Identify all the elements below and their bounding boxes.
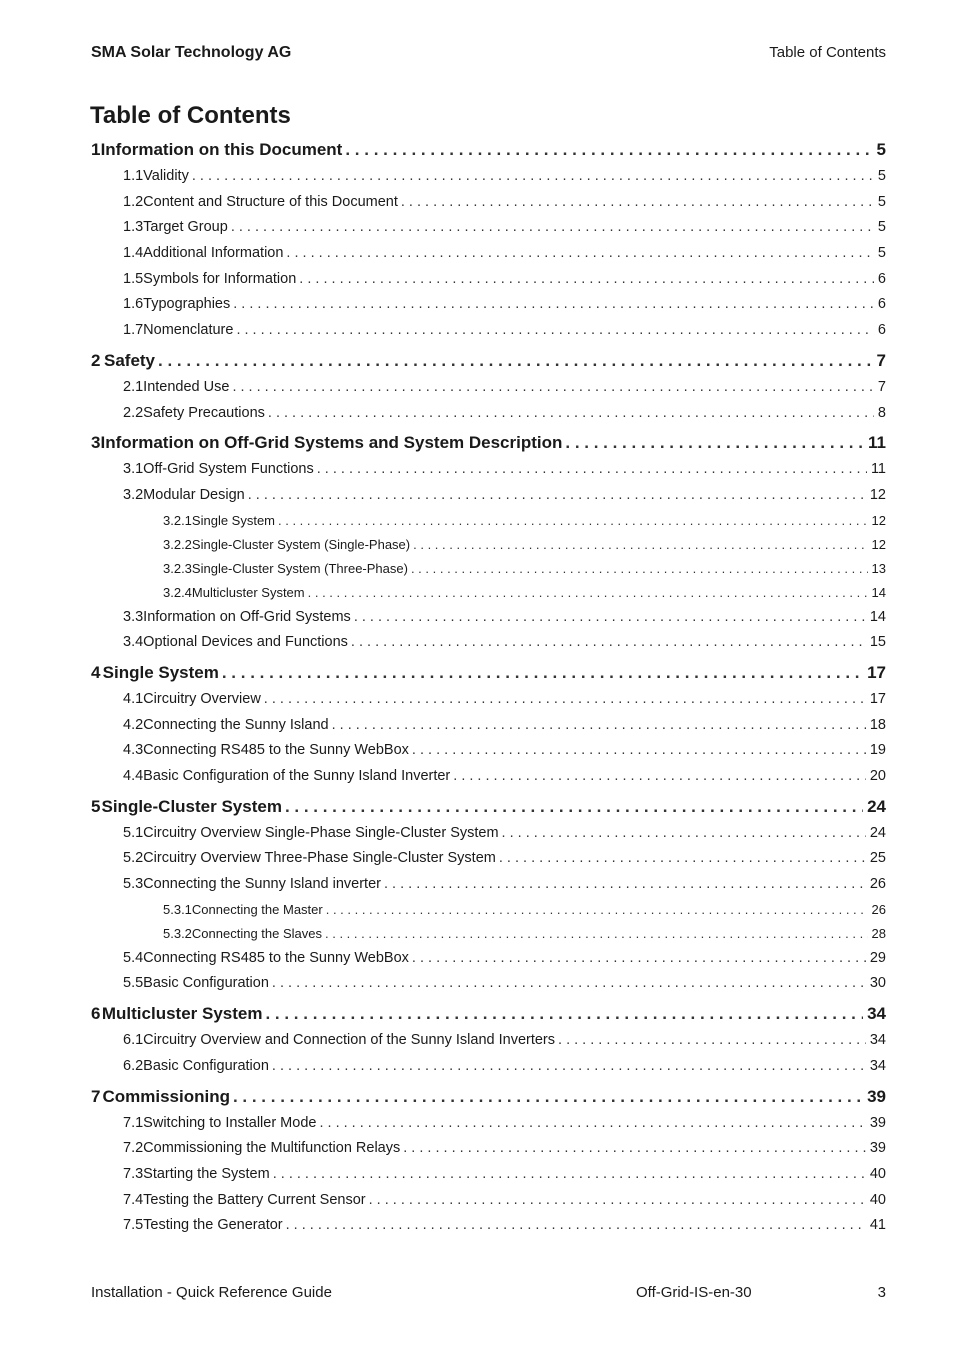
- page-title: Table of Contents: [90, 102, 291, 129]
- toc-dot-leader: [332, 717, 866, 733]
- toc-section[interactable]: [91, 487, 886, 513]
- toc-entry-page: 41: [869, 1217, 886, 1234]
- toc-entry-number: 3.2.3: [163, 560, 192, 576]
- toc-dot-leader: [565, 433, 864, 453]
- toc-entry-number: 2: [91, 350, 101, 370]
- toc-entry-page: 39: [869, 1114, 886, 1131]
- toc-dot-leader: [232, 379, 873, 395]
- toc-section[interactable]: [91, 825, 886, 851]
- toc-entry-title: Target Group: [143, 219, 228, 236]
- toc-section[interactable]: [91, 405, 886, 431]
- toc-dot-leader: [273, 1166, 866, 1182]
- toc-chapter[interactable]: [91, 351, 886, 379]
- toc-entry-number: 4.4: [123, 768, 144, 784]
- toc-dot-leader: [412, 742, 866, 758]
- toc-entry-title: Intended Use: [143, 378, 230, 395]
- toc-entry-number: 5.1: [123, 824, 144, 841]
- toc-section[interactable]: [91, 1166, 886, 1192]
- footer-document-code: Off-Grid-IS-en-30: [636, 1284, 752, 1301]
- toc-entry-title: Safety: [103, 350, 156, 370]
- toc-dot-leader: [158, 351, 873, 371]
- toc-entry-page: 11: [868, 433, 886, 453]
- toc-dot-leader: [403, 1140, 866, 1156]
- toc-entry-number: 3.2: [123, 486, 144, 503]
- toc-dot-leader: [286, 245, 874, 261]
- toc-dot-leader: [272, 1058, 866, 1074]
- toc-entry-number: 7.5: [123, 1217, 144, 1234]
- toc-entry-page: 6: [877, 270, 886, 287]
- toc-entry-number: 5.3.1: [163, 901, 192, 917]
- toc-entry-page: 12: [871, 536, 886, 552]
- toc-entry-number: 6.2: [123, 1057, 144, 1074]
- toc-section[interactable]: [91, 768, 886, 794]
- toc-entry-page: 25: [869, 850, 886, 867]
- toc-entry-page: 29: [869, 949, 886, 966]
- toc-entry-title: Starting the System: [143, 1165, 270, 1182]
- toc-entry-number: 5: [91, 796, 101, 816]
- toc-entry-page: 15: [869, 634, 886, 651]
- toc-dot-leader: [233, 296, 874, 312]
- toc-entry-title: Nomenclature: [143, 322, 234, 339]
- toc-entry-page: 7: [876, 350, 886, 370]
- toc-entry-title: Testing the Generator: [143, 1217, 283, 1234]
- toc-entry-title: Circuitry Overview and Connection of the Sunny Island Inverters: [143, 1032, 556, 1049]
- toc-chapter[interactable]: [91, 1004, 886, 1032]
- toc-section[interactable]: [91, 850, 886, 876]
- toc-entry-page: 6: [877, 322, 886, 339]
- toc-dot-leader: [351, 634, 866, 650]
- toc-entry-page: 39: [867, 1086, 886, 1106]
- table-of-contents: [91, 140, 886, 1243]
- toc-entry-title: Circuitry Overview Three-Phase Single-Cluster System: [143, 850, 496, 867]
- toc-dot-leader: [286, 1217, 866, 1233]
- toc-dot-leader: [317, 461, 867, 477]
- toc-dot-leader: [192, 168, 874, 184]
- toc-entry-page: 18: [869, 716, 886, 733]
- toc-subsection[interactable]: [91, 585, 886, 609]
- toc-entry-number: 1.6: [123, 296, 144, 313]
- toc-entry-title: Circuitry Overview Single-Phase Single-Cluster System: [143, 824, 499, 841]
- toc-entry-title: Typographies: [143, 296, 231, 313]
- toc-dot-leader: [325, 926, 868, 941]
- toc-entry-page: 34: [869, 1032, 886, 1049]
- toc-section[interactable]: [91, 271, 886, 297]
- toc-entry-number: 3.3: [123, 608, 144, 625]
- toc-subsection[interactable]: [91, 902, 886, 926]
- toc-entry-page: 8: [877, 404, 886, 421]
- toc-entry-title: Single-Cluster System: [101, 796, 282, 816]
- toc-entry-number: 2.2: [123, 404, 144, 421]
- toc-entry-title: Single System: [102, 662, 219, 682]
- toc-entry-number: 5.3.2: [163, 925, 192, 941]
- toc-section[interactable]: [91, 322, 886, 348]
- toc-dot-leader: [222, 663, 863, 683]
- toc-entry-page: 26: [869, 876, 886, 893]
- toc-entry-title: Basic Configuration: [143, 975, 269, 992]
- toc-section[interactable]: [91, 876, 886, 902]
- toc-entry-number: 7.4: [123, 1191, 144, 1208]
- toc-entry-title: Additional Information: [143, 245, 284, 262]
- toc-section[interactable]: [91, 1192, 886, 1218]
- toc-dot-leader: [384, 876, 866, 892]
- toc-entry-number: 7.2: [123, 1140, 144, 1157]
- toc-section[interactable]: [91, 219, 886, 245]
- toc-dot-leader: [272, 975, 866, 991]
- toc-section[interactable]: [91, 194, 886, 220]
- toc-subsection[interactable]: [91, 561, 886, 585]
- toc-entry-title: Commissioning: [102, 1086, 230, 1106]
- toc-entry-number: 4.1: [123, 690, 144, 707]
- toc-section[interactable]: [91, 975, 886, 1001]
- toc-section[interactable]: [91, 742, 886, 768]
- toc-dot-leader: [369, 1192, 866, 1208]
- toc-entry-title: Basic Configuration of the Sunny Island Inverter: [143, 768, 451, 784]
- toc-entry-title: Information on this Document: [100, 140, 343, 159]
- toc-entry-title: Switching to Installer Mode: [143, 1114, 317, 1131]
- toc-entry-number: 5.5: [123, 975, 144, 992]
- toc-entry-title: Off-Grid System Functions: [143, 461, 314, 478]
- toc-entry-page: 40: [869, 1191, 886, 1208]
- toc-dot-leader: [412, 950, 866, 966]
- toc-dot-leader: [278, 513, 868, 528]
- toc-section[interactable]: [91, 609, 886, 635]
- toc-section[interactable]: [91, 1115, 886, 1141]
- toc-section[interactable]: [91, 950, 886, 976]
- toc-entry-number: 3: [91, 433, 101, 453]
- toc-chapter[interactable]: [91, 1087, 886, 1115]
- toc-section[interactable]: [91, 1140, 886, 1166]
- toc-entry-number: 3.2.1: [163, 512, 192, 528]
- toc-dot-leader: [502, 825, 866, 841]
- toc-entry-number: 7.1: [123, 1114, 144, 1131]
- toc-section[interactable]: [91, 461, 886, 487]
- toc-dot-leader: [248, 487, 866, 503]
- toc-dot-leader: [558, 1032, 866, 1048]
- toc-entry-page: 30: [869, 975, 886, 992]
- toc-entry-number: 7.3: [123, 1165, 144, 1182]
- toc-dot-leader: [264, 691, 866, 707]
- toc-entry-page: 34: [867, 1004, 886, 1024]
- toc-entry-title: Single System: [191, 512, 276, 528]
- toc-entry-page: 13: [871, 560, 886, 576]
- toc-subsection[interactable]: [91, 513, 886, 537]
- toc-entry-number: 3.2.4: [163, 584, 192, 600]
- toc-entry-title: Connecting RS485 to the Sunny WebBox: [143, 742, 409, 759]
- toc-chapter[interactable]: [91, 663, 886, 691]
- footer-document-title: Installation - Quick Reference Guide: [91, 1284, 332, 1301]
- toc-dot-leader: [319, 1115, 865, 1131]
- toc-entry-number: 1.7: [123, 322, 144, 339]
- toc-dot-leader: [308, 585, 868, 600]
- toc-entry-page: 5: [877, 193, 886, 210]
- toc-entry-title: Testing the Battery Current Sensor: [143, 1191, 366, 1208]
- toc-entry-title: Multicluster System: [101, 1004, 263, 1024]
- toc-entry-number: 4.2: [123, 716, 144, 733]
- toc-subsection[interactable]: [91, 537, 886, 561]
- toc-entry-title: Validity: [143, 168, 189, 184]
- toc-entry-page: 6: [877, 296, 886, 313]
- toc-dot-leader: [345, 140, 872, 160]
- toc-entry-title: Multicluster System: [191, 584, 305, 600]
- toc-entry-page: 28: [871, 925, 886, 941]
- header-section-title: Table of Contents: [769, 44, 886, 61]
- toc-entry-title: Information on Off-Grid Systems: [143, 608, 351, 625]
- toc-entry-page: 19: [869, 742, 886, 759]
- toc-entry-title: Single-Cluster System (Single-Phase): [191, 536, 411, 552]
- toc-dot-leader: [265, 1004, 863, 1024]
- toc-entry-page: 12: [871, 512, 886, 528]
- toc-entry-number: 6: [91, 1004, 101, 1024]
- toc-entry-title: Safety Precautions: [143, 404, 265, 421]
- company-name: SMA Solar Technology AG: [91, 44, 292, 61]
- toc-entry-title: Modular Design: [143, 486, 245, 503]
- toc-entry-title: Information on Off-Grid Systems and System Description: [100, 433, 563, 453]
- toc-entry-page: 17: [867, 662, 886, 682]
- toc-entry-number: 5.3: [123, 876, 144, 893]
- toc-section[interactable]: [91, 1032, 886, 1058]
- toc-section[interactable]: [91, 1058, 886, 1084]
- toc-dot-leader: [268, 405, 874, 421]
- toc-dot-leader: [354, 609, 866, 625]
- toc-section[interactable]: [91, 634, 886, 660]
- toc-dot-leader: [411, 561, 868, 576]
- toc-entry-page: 14: [871, 584, 886, 600]
- toc-chapter[interactable]: [91, 433, 886, 461]
- toc-entry-number: 1: [91, 140, 101, 159]
- footer-page-number: 3: [877, 1284, 886, 1301]
- toc-entry-title: Single-Cluster System (Three-Phase): [191, 560, 408, 576]
- toc-entry-page: 39: [869, 1140, 886, 1157]
- toc-entry-number: 3.2.2: [163, 536, 192, 552]
- toc-entry-number: 6.1: [123, 1032, 144, 1049]
- toc-entry-number: 5.2: [123, 850, 144, 867]
- toc-dot-leader: [413, 537, 867, 552]
- toc-dot-leader: [326, 902, 868, 917]
- toc-entry-title: Connecting the Sunny Island: [143, 716, 329, 733]
- toc-entry-page: 11: [870, 461, 886, 478]
- toc-dot-leader: [233, 1087, 863, 1107]
- toc-section[interactable]: [91, 168, 886, 194]
- toc-entry-title: Optional Devices and Functions: [143, 634, 348, 651]
- toc-entry-page: 12: [869, 486, 886, 503]
- toc-entry-page: 5: [876, 140, 886, 159]
- toc-chapter[interactable]: [91, 140, 886, 168]
- toc-section[interactable]: [91, 245, 886, 271]
- toc-section[interactable]: [91, 691, 886, 717]
- toc-dot-leader: [285, 797, 863, 817]
- toc-dot-leader: [299, 271, 874, 287]
- toc-entry-title: Symbols for Information: [143, 270, 297, 287]
- toc-dot-leader: [236, 322, 873, 338]
- toc-entry-page: 5: [877, 245, 886, 262]
- toc-entry-number: 4.3: [123, 742, 144, 759]
- toc-entry-page: 24: [869, 824, 886, 841]
- toc-entry-number: 5.4: [123, 949, 144, 966]
- toc-entry-page: 34: [869, 1057, 886, 1074]
- toc-entry-number: 2.1: [123, 378, 144, 395]
- toc-entry-title: Basic Configuration: [143, 1057, 269, 1074]
- toc-entry-title: Connecting the Sunny Island inverter: [143, 876, 381, 893]
- toc-entry-number: 3.4: [123, 634, 144, 651]
- toc-entry-page: 5: [877, 168, 886, 184]
- toc-entry-number: 1.3: [123, 219, 144, 236]
- toc-dot-leader: [453, 768, 866, 784]
- toc-entry-title: Connecting RS485 to the Sunny WebBox: [143, 949, 409, 966]
- toc-chapter[interactable]: [91, 797, 886, 825]
- toc-section[interactable]: [91, 296, 886, 322]
- toc-entry-page: 5: [877, 219, 886, 236]
- toc-entry-page: 14: [869, 608, 886, 625]
- toc-entry-number: 1.2: [123, 193, 144, 210]
- toc-entry-page: 24: [867, 796, 886, 816]
- toc-dot-leader: [499, 850, 866, 866]
- toc-entry-page: 17: [869, 690, 886, 707]
- toc-entry-page: 40: [869, 1165, 886, 1182]
- toc-entry-number: 1.1: [123, 168, 144, 184]
- toc-entry-page: 7: [877, 378, 886, 395]
- toc-entry-number: 1.5: [123, 270, 144, 287]
- toc-dot-leader: [231, 219, 874, 235]
- toc-entry-title: Connecting the Master: [191, 901, 323, 917]
- toc-entry-number: 7: [91, 1086, 101, 1106]
- toc-entry-title: Commissioning the Multifunction Relays: [143, 1140, 401, 1157]
- toc-entry-title: Content and Structure of this Document: [143, 193, 398, 210]
- toc-entry-page: 26: [871, 901, 886, 917]
- toc-entry-title: Circuitry Overview: [143, 690, 261, 707]
- toc-section[interactable]: [91, 1217, 886, 1243]
- toc-section[interactable]: [91, 379, 886, 405]
- toc-entry-title: Connecting the Slaves: [191, 925, 323, 941]
- toc-entry-number: 1.4: [123, 245, 144, 262]
- toc-subsection[interactable]: [91, 926, 886, 950]
- toc-entry-number: 3.1: [123, 461, 144, 478]
- toc-entry-number: 4: [91, 662, 101, 682]
- toc-section[interactable]: [91, 717, 886, 743]
- toc-dot-leader: [401, 194, 874, 210]
- toc-entry-page: 20: [869, 768, 886, 784]
